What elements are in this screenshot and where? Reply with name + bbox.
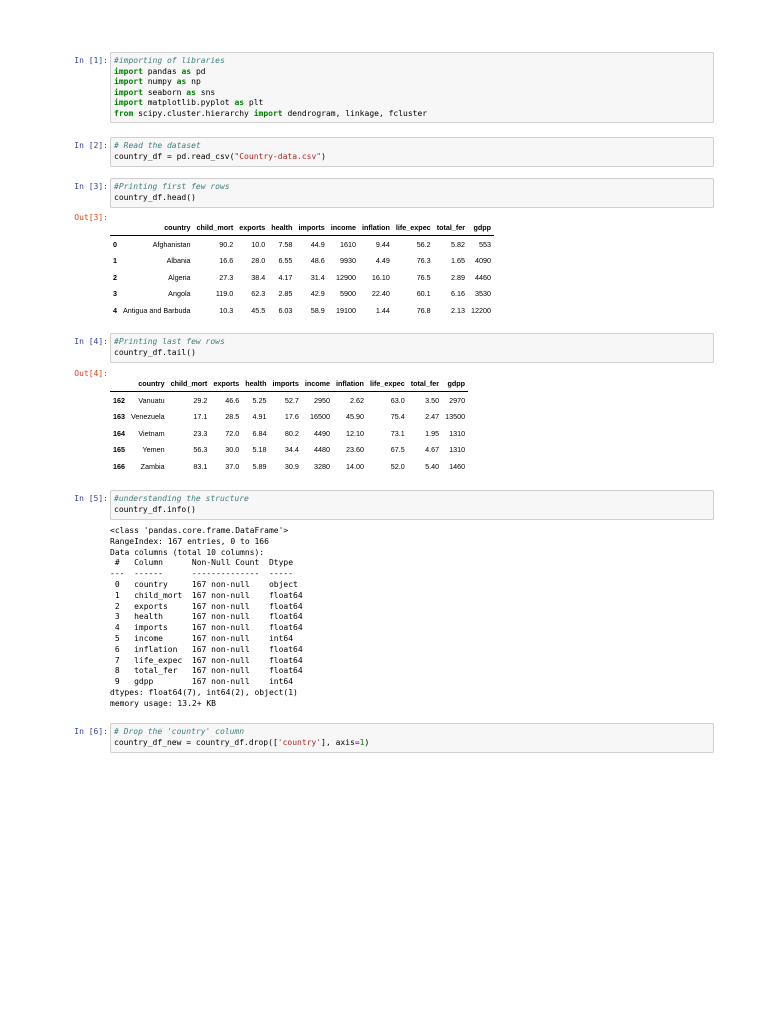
- keyword: as: [181, 66, 192, 76]
- column-header: exports: [213, 379, 240, 388]
- table-cell: 63.0: [390, 395, 405, 405]
- table-cell: 28.0: [251, 256, 266, 266]
- code-editor[interactable]: [110, 137, 714, 167]
- table-cell: 37.0: [225, 461, 240, 471]
- table-cell: 3530: [475, 289, 492, 299]
- module-name: matplotlib.pyplot: [147, 98, 230, 107]
- table-cell: 75.4: [390, 412, 405, 422]
- table-cell: 4090: [475, 256, 492, 266]
- code-line: [114, 56, 713, 67]
- output-line: 2 exports 167 non-null float64: [110, 601, 303, 611]
- table-row: [110, 442, 468, 459]
- code-comment: #Printing first few rows: [114, 182, 230, 191]
- code-line: [114, 67, 713, 78]
- row-index: 165: [113, 445, 125, 455]
- code-comment: #importing of libraries: [114, 56, 225, 65]
- table-cell: 23.3: [193, 428, 208, 438]
- code-text: country_df.head(): [114, 192, 196, 202]
- table-cell: 1.44: [375, 305, 390, 315]
- table-cell: 45.90: [345, 412, 364, 422]
- column-header: child_mort: [170, 379, 208, 388]
- table-cell: 28.5: [225, 412, 240, 422]
- code-editor[interactable]: [110, 52, 714, 123]
- table-cell: Algeria: [168, 272, 191, 282]
- table-cell: 1460: [449, 461, 466, 471]
- table-cell: Vietnam: [138, 428, 165, 438]
- code-editor[interactable]: [110, 490, 714, 520]
- output-line: RangeIndex: 167 entries, 0 to 166: [110, 536, 269, 546]
- imported-names: dendrogram, linkage, fcluster: [287, 108, 428, 118]
- code-text: country_df_new = country_df.drop([: [114, 737, 278, 747]
- table-cell: 12900: [335, 272, 356, 282]
- table-cell: 119.0: [215, 289, 234, 299]
- input-prompt: In [3]:: [74, 182, 108, 191]
- table-cell: 1.65: [451, 256, 466, 266]
- table-cell: 2.85: [278, 289, 293, 299]
- row-index: 166: [113, 461, 125, 471]
- table-cell: 6.16: [451, 289, 466, 299]
- table-cell: 10.3: [219, 305, 234, 315]
- table-cell: 45.5: [251, 305, 266, 315]
- table-cell: 76.3: [416, 256, 431, 266]
- table-cell: 4.17: [278, 272, 293, 282]
- table-cell: 9930: [339, 256, 356, 266]
- input-prompt: In [4]:: [74, 337, 108, 346]
- table-cell: 76.5: [416, 272, 431, 282]
- table-cell: 83.1: [193, 461, 208, 471]
- column-header: country: [164, 223, 191, 232]
- table-cell: 52.0: [390, 461, 405, 471]
- index-header: [110, 376, 128, 392]
- table-cell: 4490: [314, 428, 330, 438]
- number-literal: 1: [359, 737, 365, 747]
- dataframe-output: [110, 220, 494, 319]
- code-text: ): [321, 151, 326, 161]
- table-cell: 10.0: [251, 239, 266, 249]
- module-name: pandas: [147, 66, 177, 76]
- table-cell: 56.2: [416, 239, 431, 249]
- code-line: [114, 738, 713, 749]
- code-text: country_df = pd.read_csv(: [114, 151, 235, 161]
- code-line: [114, 727, 713, 738]
- output-line: 6 inflation 167 non-null float64: [110, 644, 303, 654]
- table-cell: 30.0: [225, 445, 240, 455]
- table-row: [110, 269, 494, 286]
- output-line: memory usage: 13.2+ KB: [110, 698, 216, 708]
- table-cell: 2.62: [349, 395, 364, 405]
- output-line: --- ------ -------------- -----: [110, 569, 303, 579]
- table-cell: 16.6: [219, 256, 234, 266]
- table-cell: 4460: [475, 272, 492, 282]
- table-cell: 5.89: [252, 461, 267, 471]
- table-cell: Angola: [168, 289, 191, 299]
- table-cell: 4480: [314, 445, 330, 455]
- column-header: inflation: [336, 379, 364, 388]
- table-cell: Vanuatu: [138, 395, 165, 405]
- code-line: [114, 348, 713, 359]
- code-editor[interactable]: [110, 723, 714, 753]
- output-line: dtypes: float64(7), int64(2), object(1): [110, 687, 298, 697]
- module-name: numpy: [147, 77, 172, 86]
- input-prompt: In [5]:: [74, 494, 108, 503]
- table-header-row: [110, 376, 468, 392]
- table-cell: 2.13: [451, 305, 466, 315]
- keyword: as: [176, 77, 187, 86]
- table-row: [110, 392, 468, 409]
- table-cell: 76.8: [416, 305, 431, 315]
- code-line: [114, 505, 713, 516]
- column-header: health: [271, 223, 293, 232]
- table-cell: 30.9: [284, 461, 299, 471]
- dataframe-output: [110, 376, 468, 475]
- table-cell: 17.1: [193, 412, 208, 422]
- output-line: Data columns (total 10 columns):: [110, 547, 265, 557]
- table-cell: Albania: [166, 256, 191, 266]
- table-cell: 4.91: [252, 412, 267, 422]
- table-cell: 19100: [335, 305, 356, 315]
- module-name: seaborn: [147, 87, 182, 97]
- dataframe-table: [110, 220, 494, 319]
- table-row: [110, 286, 494, 303]
- output-line: 5 income 167 non-null int64: [110, 633, 303, 643]
- index-header: [110, 220, 120, 236]
- output-prompt: Out[3]:: [74, 213, 108, 222]
- code-line: [114, 98, 713, 109]
- table-cell: 1610: [339, 239, 356, 249]
- table-cell: 13500: [445, 412, 466, 422]
- table-cell: Antigua and Barbuda: [123, 305, 191, 315]
- output-line: 9 gdpp 167 non-null int64: [110, 677, 303, 687]
- column-header: imports: [298, 223, 325, 232]
- table-cell: 12200: [471, 305, 492, 315]
- table-cell: 5.40: [425, 461, 440, 471]
- table-cell: 52.7: [284, 395, 299, 405]
- input-prompt: In [2]:: [74, 141, 108, 150]
- table-cell: 553: [479, 239, 492, 249]
- keyword: as: [186, 87, 196, 97]
- table-cell: 17.6: [284, 412, 299, 422]
- output-line: 0 country 167 non-null object: [110, 579, 303, 589]
- table-row: [110, 236, 494, 253]
- table-cell: 56.3: [193, 445, 208, 455]
- code-line: [114, 193, 713, 204]
- table-header-row: [110, 220, 494, 236]
- table-cell: 80.2: [284, 428, 299, 438]
- table-cell: 16.10: [371, 272, 390, 282]
- table-cell: 22.40: [371, 289, 390, 299]
- code-comment: # Read the dataset: [114, 141, 201, 150]
- table-cell: 67.5: [390, 445, 405, 455]
- alias: plt: [248, 98, 264, 107]
- column-header: total_fer: [436, 223, 466, 232]
- row-index: 163: [113, 412, 125, 422]
- column-header: gdpp: [447, 379, 466, 388]
- output-line: 4 imports 167 non-null float64: [110, 623, 303, 633]
- table-cell: 6.03: [278, 305, 293, 315]
- table-cell: 73.1: [390, 428, 405, 438]
- table-cell: 90.2: [219, 239, 234, 249]
- code-text: ], axis: [321, 737, 355, 747]
- table-row: [110, 458, 468, 475]
- column-header: total_fer: [410, 379, 440, 388]
- output-line: <class 'pandas.core.frame.DataFrame'>: [110, 526, 289, 535]
- column-header: income: [304, 379, 330, 388]
- column-header: life_expec: [369, 379, 405, 388]
- row-index: 4: [113, 305, 117, 315]
- table-cell: 2970: [449, 395, 466, 405]
- table-cell: 60.1: [416, 289, 431, 299]
- table-cell: 31.4: [310, 272, 325, 282]
- table-cell: 2950: [314, 395, 330, 405]
- table-cell: 9.44: [375, 239, 390, 249]
- code-text: country_df.tail(): [114, 347, 196, 357]
- table-cell: 2.89: [451, 272, 466, 282]
- code-comment: # Drop the 'country' column: [114, 727, 245, 736]
- column-header: health: [245, 379, 267, 388]
- table-cell: 5.82: [451, 239, 466, 249]
- table-cell: 27.3: [219, 272, 234, 282]
- keyword: from: [114, 108, 134, 118]
- table-cell: 16500: [310, 412, 330, 422]
- code-text: country_df.info(): [114, 504, 196, 514]
- table-cell: Yemen: [142, 445, 165, 455]
- table-cell: 44.9: [310, 239, 325, 249]
- string-literal: "Country-data.csv": [234, 151, 322, 161]
- module-name: scipy.cluster.hierarchy: [138, 108, 249, 118]
- code-line: [114, 141, 713, 152]
- table-cell: 58.9: [310, 305, 325, 315]
- table-cell: 3.50: [425, 395, 440, 405]
- table-cell: 4.49: [375, 256, 390, 266]
- alias: sns: [200, 87, 216, 97]
- table-cell: 34.4: [284, 445, 299, 455]
- table-cell: 1.95: [425, 428, 440, 438]
- column-header: gdpp: [473, 223, 492, 232]
- table-cell: 5900: [339, 289, 356, 299]
- output-line: 7 life_expec 167 non-null float64: [110, 655, 303, 665]
- table-cell: Venezuela: [131, 412, 165, 422]
- row-index: 162: [113, 395, 125, 405]
- output-line: 8 total_fer 167 non-null float64: [110, 666, 303, 676]
- column-header: exports: [239, 223, 266, 232]
- table-row: [110, 253, 494, 270]
- column-header: income: [330, 223, 356, 232]
- code-line: [114, 77, 713, 88]
- table-cell: Afghanistan: [152, 239, 191, 249]
- table-row: [110, 302, 494, 319]
- table-cell: 48.6: [310, 256, 325, 266]
- table-cell: 23.60: [345, 445, 364, 455]
- row-index: 1: [113, 256, 117, 266]
- code-editor[interactable]: [110, 333, 714, 363]
- operator: =: [354, 737, 360, 747]
- table-cell: 12.10: [345, 428, 364, 438]
- table-cell: 29.2: [193, 395, 208, 405]
- alias: np: [191, 77, 201, 86]
- table-row: [110, 425, 468, 442]
- table-cell: 42.9: [310, 289, 325, 299]
- code-comment: #understanding the structure: [114, 494, 249, 503]
- input-prompt: In [6]:: [74, 727, 108, 736]
- input-prompt: In [1]:: [74, 56, 108, 65]
- table-cell: Zambia: [140, 461, 165, 471]
- keyword: import: [114, 77, 143, 86]
- table-cell: 4.67: [425, 445, 440, 455]
- table-cell: 2.47: [425, 412, 440, 422]
- code-line: [114, 337, 713, 348]
- code-line: [114, 88, 713, 99]
- keyword: import: [114, 66, 143, 76]
- code-line: [114, 494, 713, 505]
- row-index: 2: [113, 272, 117, 282]
- output-line: 3 health 167 non-null float64: [110, 612, 303, 622]
- keyword: import: [253, 108, 283, 118]
- table-cell: 62.3: [251, 289, 266, 299]
- table-cell: 1310: [449, 445, 466, 455]
- code-line: [114, 109, 713, 120]
- keyword: import: [114, 98, 143, 107]
- code-editor[interactable]: [110, 178, 714, 208]
- column-header: country: [138, 379, 165, 388]
- table-cell: 6.55: [278, 256, 293, 266]
- keyword: import: [114, 87, 143, 97]
- table-cell: 14.00: [345, 461, 364, 471]
- string-literal: 'country': [277, 737, 322, 747]
- code-comment: #Printing last few rows: [114, 337, 225, 346]
- column-header: child_mort: [196, 223, 234, 232]
- info-output: [110, 526, 303, 710]
- column-header: life_expec: [395, 223, 431, 232]
- output-line: # Column Non-Null Count Dtype: [110, 558, 303, 568]
- table-cell: 46.6: [225, 395, 240, 405]
- code-line: [114, 152, 713, 163]
- column-header: imports: [272, 379, 299, 388]
- table-cell: 72.0: [225, 428, 240, 438]
- row-index: 0: [113, 239, 117, 249]
- output-line: 1 child_mort 167 non-null float64: [110, 590, 303, 600]
- table-cell: 38.4: [251, 272, 266, 282]
- code-text: ): [364, 737, 370, 747]
- table-cell: 1310: [449, 428, 466, 438]
- table-cell: 6.84: [252, 428, 267, 438]
- column-header: inflation: [361, 223, 390, 232]
- table-cell: 3280: [314, 461, 330, 471]
- alias: pd: [195, 66, 206, 76]
- code-line: [114, 182, 713, 193]
- output-prompt: Out[4]:: [74, 369, 108, 378]
- row-index: 3: [113, 289, 117, 299]
- table-cell: 5.18: [252, 445, 267, 455]
- keyword: as: [234, 98, 245, 107]
- table-row: [110, 409, 468, 426]
- table-cell: 7.58: [278, 239, 293, 249]
- row-index: 164: [113, 428, 125, 438]
- table-cell: 5.25: [252, 395, 267, 405]
- dataframe-table: [110, 376, 468, 475]
